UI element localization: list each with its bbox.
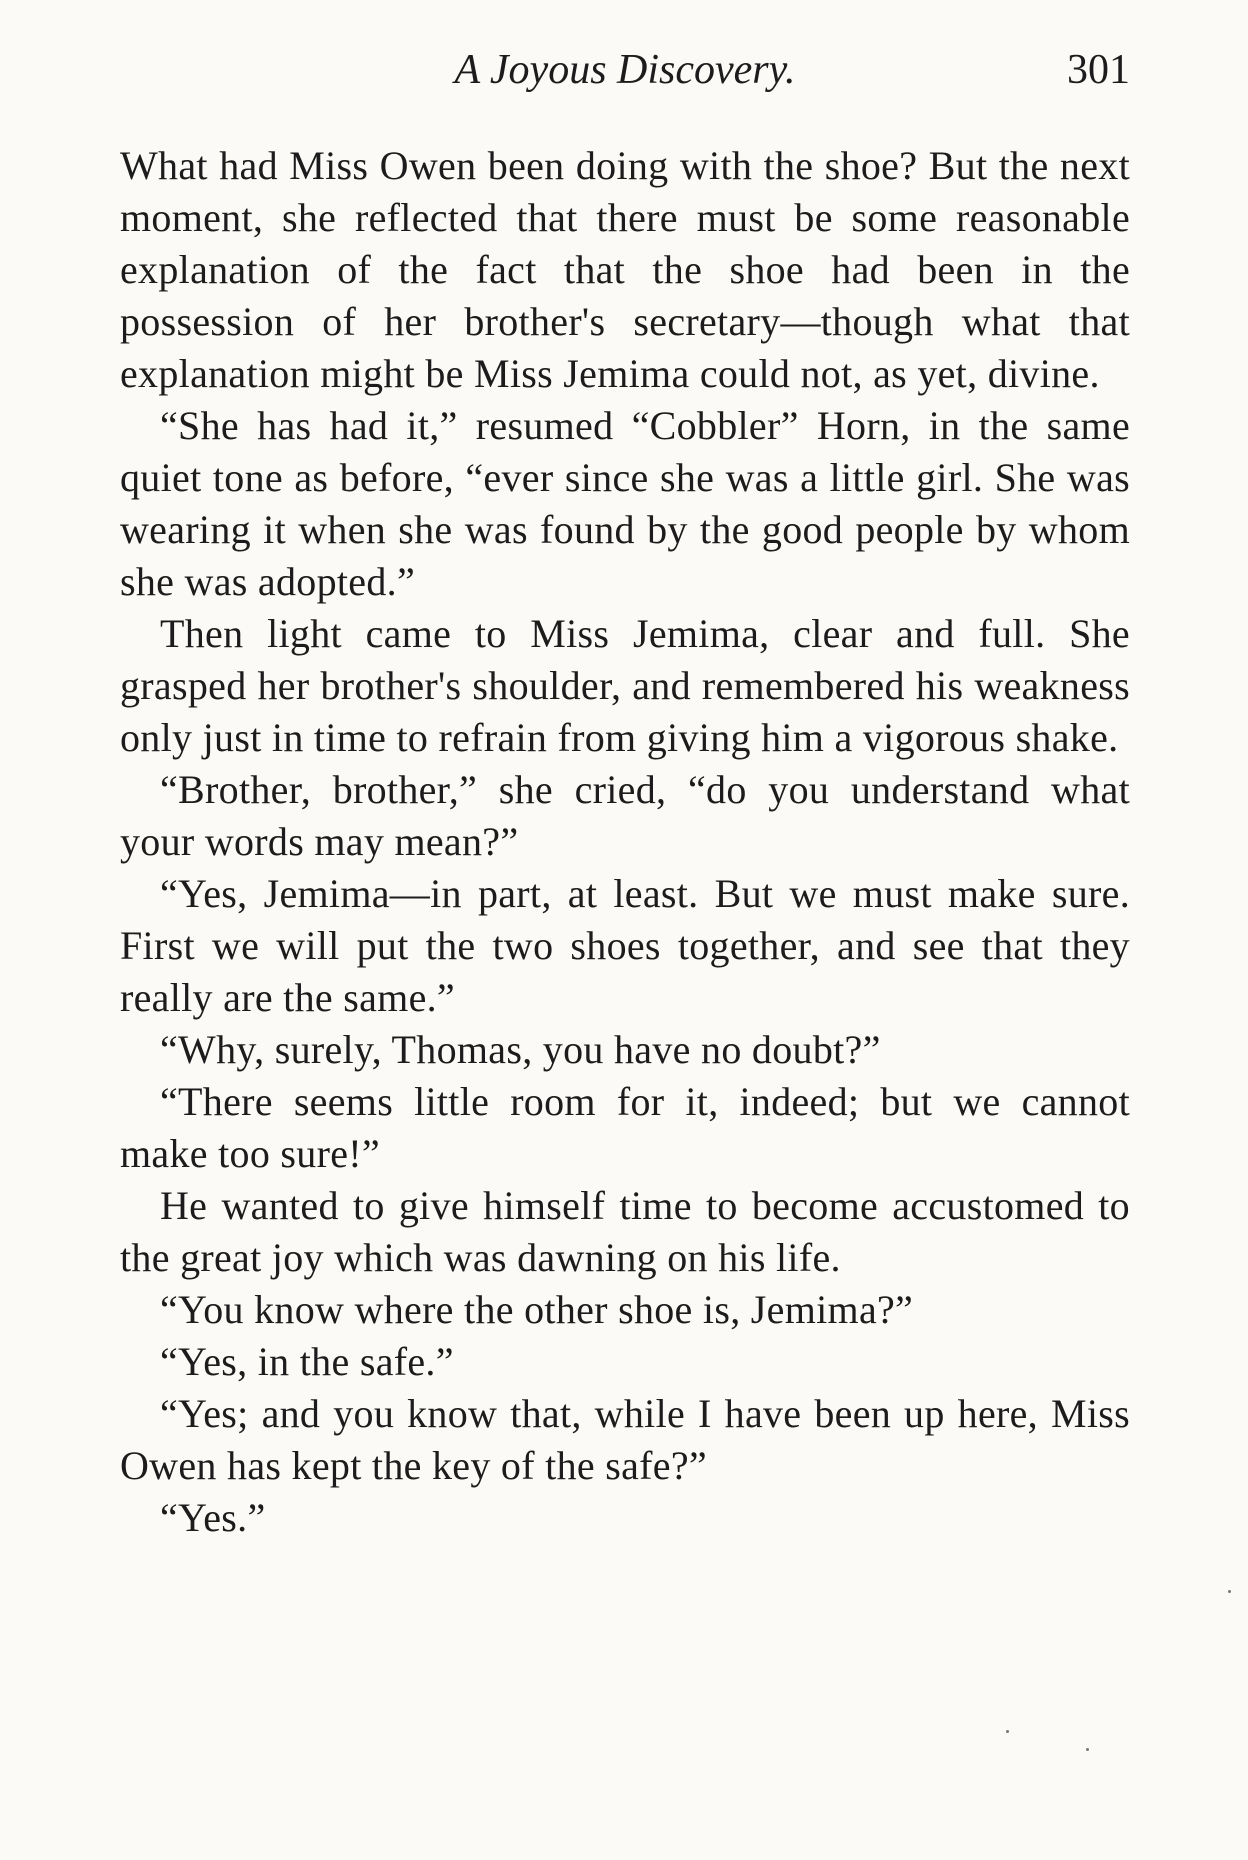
running-head (120, 40, 1130, 110)
paragraph: He wanted to give himself time to become accustomed to the great joy which was dawning on his life. (120, 1183, 1130, 1280)
book-page (120, 40, 1130, 1544)
paper-speck (1006, 1730, 1009, 1733)
paragraph: “Why, surely, Thomas, you have no doubt?” (160, 1027, 881, 1072)
paragraph: Then light came to Miss Jemima, clear and full. She grasped her brother's shoulder, and remembered his weakness only just in time to refrain from giving him a vigorous shake. (120, 611, 1130, 760)
paper-speck (1228, 1590, 1231, 1593)
paragraph: What had Miss Owen been doing with the shoe? But the next moment, she reflected that there must be some reasonable explanation of the fact that the shoe had been in the possession of her brother's secretary—though what that explanation might be Miss Jemima could not, as yet, divine. (120, 143, 1130, 396)
paragraph: “Yes, Jemima—in part, at least. But we must make sure. First we will put the two shoes together, and see that they really are the same.” (120, 871, 1130, 1020)
paragraph: “Brother, brother,” she cried, “do you understand what your words may mean?” (120, 767, 1130, 864)
paragraph: “Yes, in the safe.” (160, 1339, 454, 1384)
body-text (120, 140, 1130, 1544)
page-number: 301 (1067, 47, 1130, 93)
paragraph: “You know where the other shoe is, Jemima?” (160, 1287, 914, 1332)
running-title: A Joyous Discovery. (454, 47, 796, 93)
paragraph: “She has had it,” resumed “Cobbler” Horn, in the same quiet tone as before, “ever since she was a little girl. She was wearing it when she was found by the good people by whom she was adopted.” (120, 403, 1130, 604)
paragraph: “There seems little room for it, indeed; but we cannot make too sure!” (120, 1079, 1130, 1176)
paper-speck (1086, 1748, 1089, 1751)
paragraph: “Yes; and you know that, while I have been up here, Miss Owen has kept the key of the safe?” (120, 1391, 1130, 1488)
paragraph: “Yes.” (160, 1495, 266, 1540)
